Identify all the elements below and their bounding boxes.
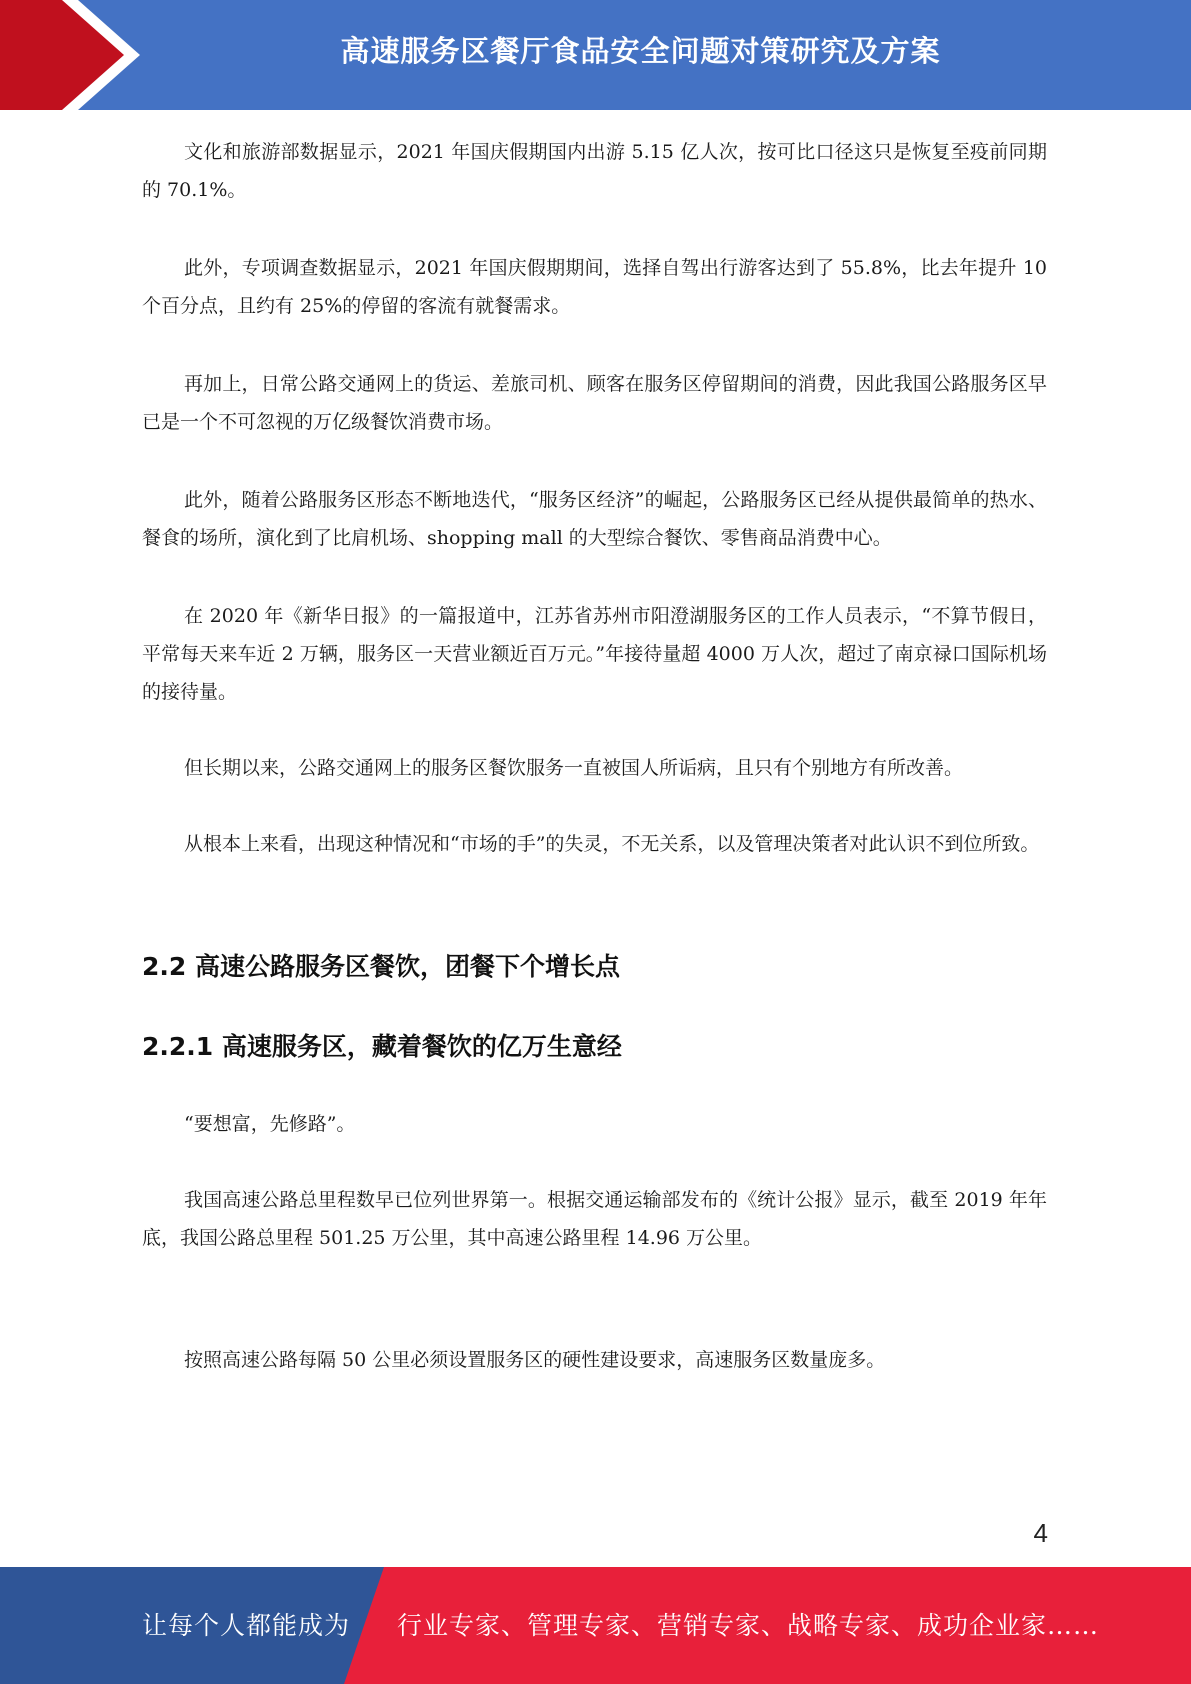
header-title: 高速服务区餐厅食品安全问题对策研究及方案 xyxy=(340,34,941,68)
page-footer xyxy=(0,1567,1191,1684)
page-header xyxy=(0,0,1191,110)
paragraph: 文化和旅游部数据显示，2021 年国庆假期国内出游 5.15 亿人次，按可比口径这只是恢复至疫前同期的 70.1%。 xyxy=(142,141,1047,201)
document-body xyxy=(142,133,1047,1379)
paragraph: “要想富，先修路”。 xyxy=(184,1113,356,1135)
header-chevron-icon xyxy=(0,0,160,110)
footer-slogan-right: 行业专家、管理专家、营销专家、战略专家、成功企业家…… xyxy=(397,1611,1100,1640)
paragraph: 在 2020 年《新华日报》的一篇报道中，江苏省苏州市阳澄湖服务区的工作人员表示，“不算节假日，平常每天来车近 2 万辆，服务区一天营业额近百万元。”年接待量超 4000 万人次，超过了南京禄口国际机场的接待量。 xyxy=(142,605,1047,703)
section-heading-2-2: 2.2 高速公路服务区餐饮，团餐下个增长点 xyxy=(142,952,620,981)
paragraph: 但长期以来，公路交通网上的服务区餐饮服务一直被国人所诟病，且只有个别地方有所改善。 xyxy=(184,757,964,779)
paragraph: 按照高速公路每隔 50 公里必须设置服务区的硬性建设要求，高速服务区数量庞多。 xyxy=(184,1349,886,1371)
footer-slogan-left: 让每个人都能成为 xyxy=(142,1611,351,1640)
paragraph: 此外，随着公路服务区形态不断地迭代，“服务区经济”的崛起，公路服务区已经从提供最简单的热水、餐食的场所，演化到了比肩机场、shopping mall 的大型综合餐饮、零售商品消费中心。 xyxy=(142,489,1047,549)
paragraph: 从根本上来看，出现这种情况和“市场的手”的失灵，不无关系，以及管理决策者对此认识不到位所致。 xyxy=(184,833,1040,855)
page-number: 4 xyxy=(1033,1518,1048,1548)
section-heading-2-2-1: 2.2.1 高速服务区，藏着餐饮的亿万生意经 xyxy=(142,1032,622,1061)
paragraph: 再加上，日常公路交通网上的货运、差旅司机、顾客在服务区停留期间的消费，因此我国公路服务区早已是一个不可忽视的万亿级餐饮消费市场。 xyxy=(142,373,1047,433)
paragraph: 此外，专项调查数据显示，2021 年国庆假期期间，选择自驾出行游客达到了 55.8%，比去年提升 10 个百分点，且约有 25%的停留的客流有就餐需求。 xyxy=(142,257,1047,317)
paragraph: 我国高速公路总里程数早已位列世界第一。根据交通运输部发布的《统计公报》显示，截至 2019 年年底，我国公路总里程 501.25 万公里，其中高速公路里程 14.96 万公里。 xyxy=(142,1189,1047,1249)
